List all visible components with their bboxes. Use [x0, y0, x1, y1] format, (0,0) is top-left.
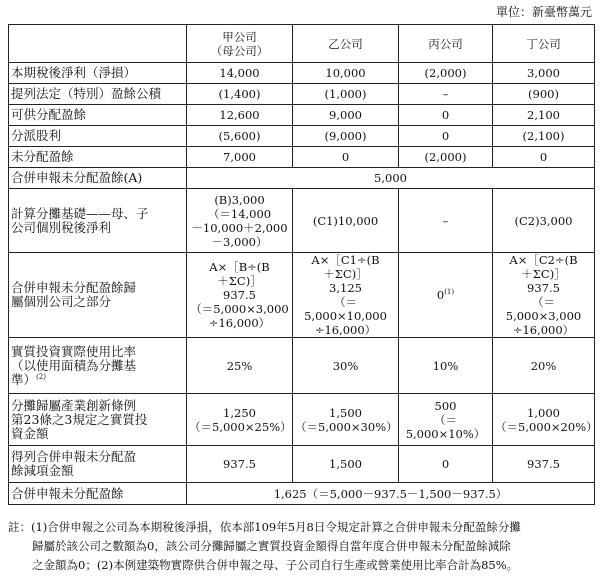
unit-label: 單位：新臺幣萬元 [495, 5, 592, 19]
cell-ding: (C2)3,000 [493, 189, 595, 253]
row-label-line: 得列合併申報未分配盈 [11, 449, 137, 464]
table-row [9, 84, 595, 105]
table-row [9, 253, 595, 338]
row-label: 合併申報未分配盈餘 [9, 483, 187, 505]
row-label-line: 屬個別公司之部分 [11, 294, 112, 309]
cell-value: 0 [436, 288, 445, 302]
cell-bing: – [399, 84, 493, 105]
cell-bing [399, 394, 493, 446]
row-label-line: 公司個別稅後淨利 [11, 219, 112, 235]
cell-bing: (2,000) [399, 147, 493, 168]
row-label [9, 189, 187, 253]
cell-yi: 30% [293, 338, 399, 394]
cell-ding: 20% [493, 338, 595, 394]
row-label: 分派股利 [9, 126, 187, 147]
cell-line: (B)3,000 [214, 192, 265, 207]
cell-ding: 2,100 [493, 105, 595, 126]
row-label-line: 資金額 [11, 425, 49, 441]
row-label-line: 第23條之3規定之實質投 [11, 411, 148, 427]
header-jia [187, 25, 293, 63]
cell-yi [293, 253, 399, 338]
table-row [9, 147, 595, 168]
row-label [9, 253, 187, 338]
cell-yi: 9,000 [293, 105, 399, 126]
footnote-line: 歸屬於該公司之數額為0，該公司分攤歸屬之實質投資金額得自當年度合併申報未分配盈餘減除 [32, 539, 511, 553]
cell-bing [399, 253, 493, 338]
cell-jia: 7,000 [187, 147, 293, 168]
cell-merged: 1,625（＝5,000－937.5－1,500－937.5） [187, 483, 595, 505]
row-label-line: 餘減項金額 [11, 463, 74, 478]
row-label [9, 338, 187, 394]
table-row [9, 105, 595, 126]
cell-line: 1,500 [329, 405, 362, 420]
row-label [9, 446, 187, 483]
cell-line: ÷16,000） [314, 323, 377, 337]
cell-ding: (900) [493, 84, 595, 105]
table-row [9, 394, 595, 446]
cell-ding: (2,100) [493, 126, 595, 147]
footnote-line: 之金額為0；(2)本例建築物實際供合併申報之母、子公司自行生產或營業使用比率合計為85%。 [32, 558, 519, 572]
cell-jia [187, 394, 293, 446]
cell-line: 3,125 [329, 281, 362, 295]
row-label-line [11, 373, 184, 387]
cell-line: 500 [434, 398, 457, 413]
cell-line: A×［C1÷(B [311, 253, 380, 267]
row-label: 合併申報未分配盈餘(A) [9, 168, 187, 189]
cell-ding [493, 394, 598, 446]
header-bing: 丙公司 [399, 25, 493, 63]
row-label: 提列法定（特別）盈餘公積 [9, 84, 187, 105]
cell-bing: 0 [399, 446, 493, 483]
cell-line: －10,000＋2,000 [191, 220, 288, 235]
cell-merged: 5,000 [187, 168, 595, 189]
table-row [9, 168, 595, 189]
cell-line: 1,250 [223, 405, 256, 420]
header-row [9, 25, 595, 63]
header-yi: 乙公司 [293, 25, 399, 63]
footnote [8, 518, 594, 575]
cell-line: （＝5,000×10,000 [304, 295, 387, 323]
header-jia-line2: （母公司） [210, 43, 269, 58]
cell-line: ＋ΣC)］ [521, 267, 566, 281]
table-row [9, 338, 595, 394]
cell-line: （＝14,000 [207, 206, 272, 221]
row-label: 本期稅後淨利（淨損） [9, 63, 187, 84]
row-label-line: 合併申報未分配盈餘歸 [11, 280, 137, 295]
cell-jia: 14,000 [187, 63, 293, 84]
footnote-ref: (1) [444, 288, 455, 297]
cell-yi: (9,000) [293, 126, 399, 147]
cell-line: A×［C2÷(B [509, 253, 578, 267]
cell-ding: 937.5 [493, 446, 595, 483]
row-label-line: 分攤歸屬產業創新條例 [11, 397, 137, 413]
cell-line: （＝5,000×25%） [189, 419, 292, 434]
cell-line: 937.5 [223, 288, 256, 302]
cell-line: ÷16,000） [512, 323, 575, 337]
table-row [9, 483, 595, 505]
cell-jia [187, 253, 293, 338]
cell-line: ＋ΣC)］ [217, 274, 262, 288]
cell-bing: 10% [399, 338, 493, 394]
cell-ding: 3,000 [493, 63, 595, 84]
cell-bing: 0 [399, 126, 493, 147]
cell-yi: (C1)10,000 [293, 189, 399, 253]
row-label [9, 394, 187, 446]
row-label-line: （以使用面積為分攤基 [11, 357, 137, 373]
cell-line: （＝5,000×20%） [495, 419, 598, 434]
cell-jia: 12,600 [187, 105, 293, 126]
footnote-line: 註：(1)合併申報之公司為本期稅後淨損，依本部109年5月8日令規定計算之合併申報未分配盈餘分攤 [8, 520, 521, 534]
cell-line: ＋ΣC)］ [323, 267, 368, 281]
cell-line: 937.5 [527, 281, 560, 295]
cell-line: （＝5,000×10%） [405, 412, 486, 441]
cell-bing: 0 [399, 105, 493, 126]
footnote-ref: (2) [36, 372, 46, 381]
cell-jia: 937.5 [187, 446, 293, 483]
row-label-text: 準） [11, 371, 37, 387]
cell-jia [187, 189, 293, 253]
header-ding: 丁公司 [493, 25, 595, 63]
row-label: 未分配盈餘 [9, 147, 187, 168]
row-label-line: 計算分攤基礎——母、子 [11, 205, 149, 221]
cell-bing: (2,000) [399, 63, 493, 84]
row-label: 可供分配盈餘 [9, 105, 187, 126]
cell-line: （＝5,000×30%） [295, 419, 398, 434]
cell-jia: (1,400) [187, 84, 293, 105]
table-row [9, 189, 595, 253]
table-row [9, 446, 595, 483]
row-label-line: 實質投資實際使用比率 [11, 343, 137, 359]
cell-yi [293, 394, 399, 446]
header-blank [9, 25, 187, 63]
cell-yi: 0 [293, 147, 399, 168]
cell-line: （＝5,000×3,000 [505, 295, 582, 323]
table-row [9, 126, 595, 147]
cell-ding: 0 [493, 147, 595, 168]
earnings-table [8, 24, 598, 505]
cell-yi: 1,500 [293, 446, 399, 483]
cell-yi: 10,000 [293, 63, 399, 84]
cell-line: ÷16,000） [208, 316, 271, 330]
cell-line: A×［B÷(B [209, 260, 270, 274]
cell-line: 1,000 [527, 405, 560, 420]
cell-ding [493, 253, 595, 338]
table-row [9, 63, 595, 84]
cell-line: （＝5,000×3,000 [190, 302, 289, 316]
header-jia-line1: 甲公司 [222, 29, 257, 44]
cell-line: －3,000） [211, 234, 268, 249]
cell-jia: 25% [187, 338, 293, 394]
cell-yi: (1,000) [293, 84, 399, 105]
cell-bing: – [399, 189, 493, 253]
cell-jia: (5,600) [187, 126, 293, 147]
